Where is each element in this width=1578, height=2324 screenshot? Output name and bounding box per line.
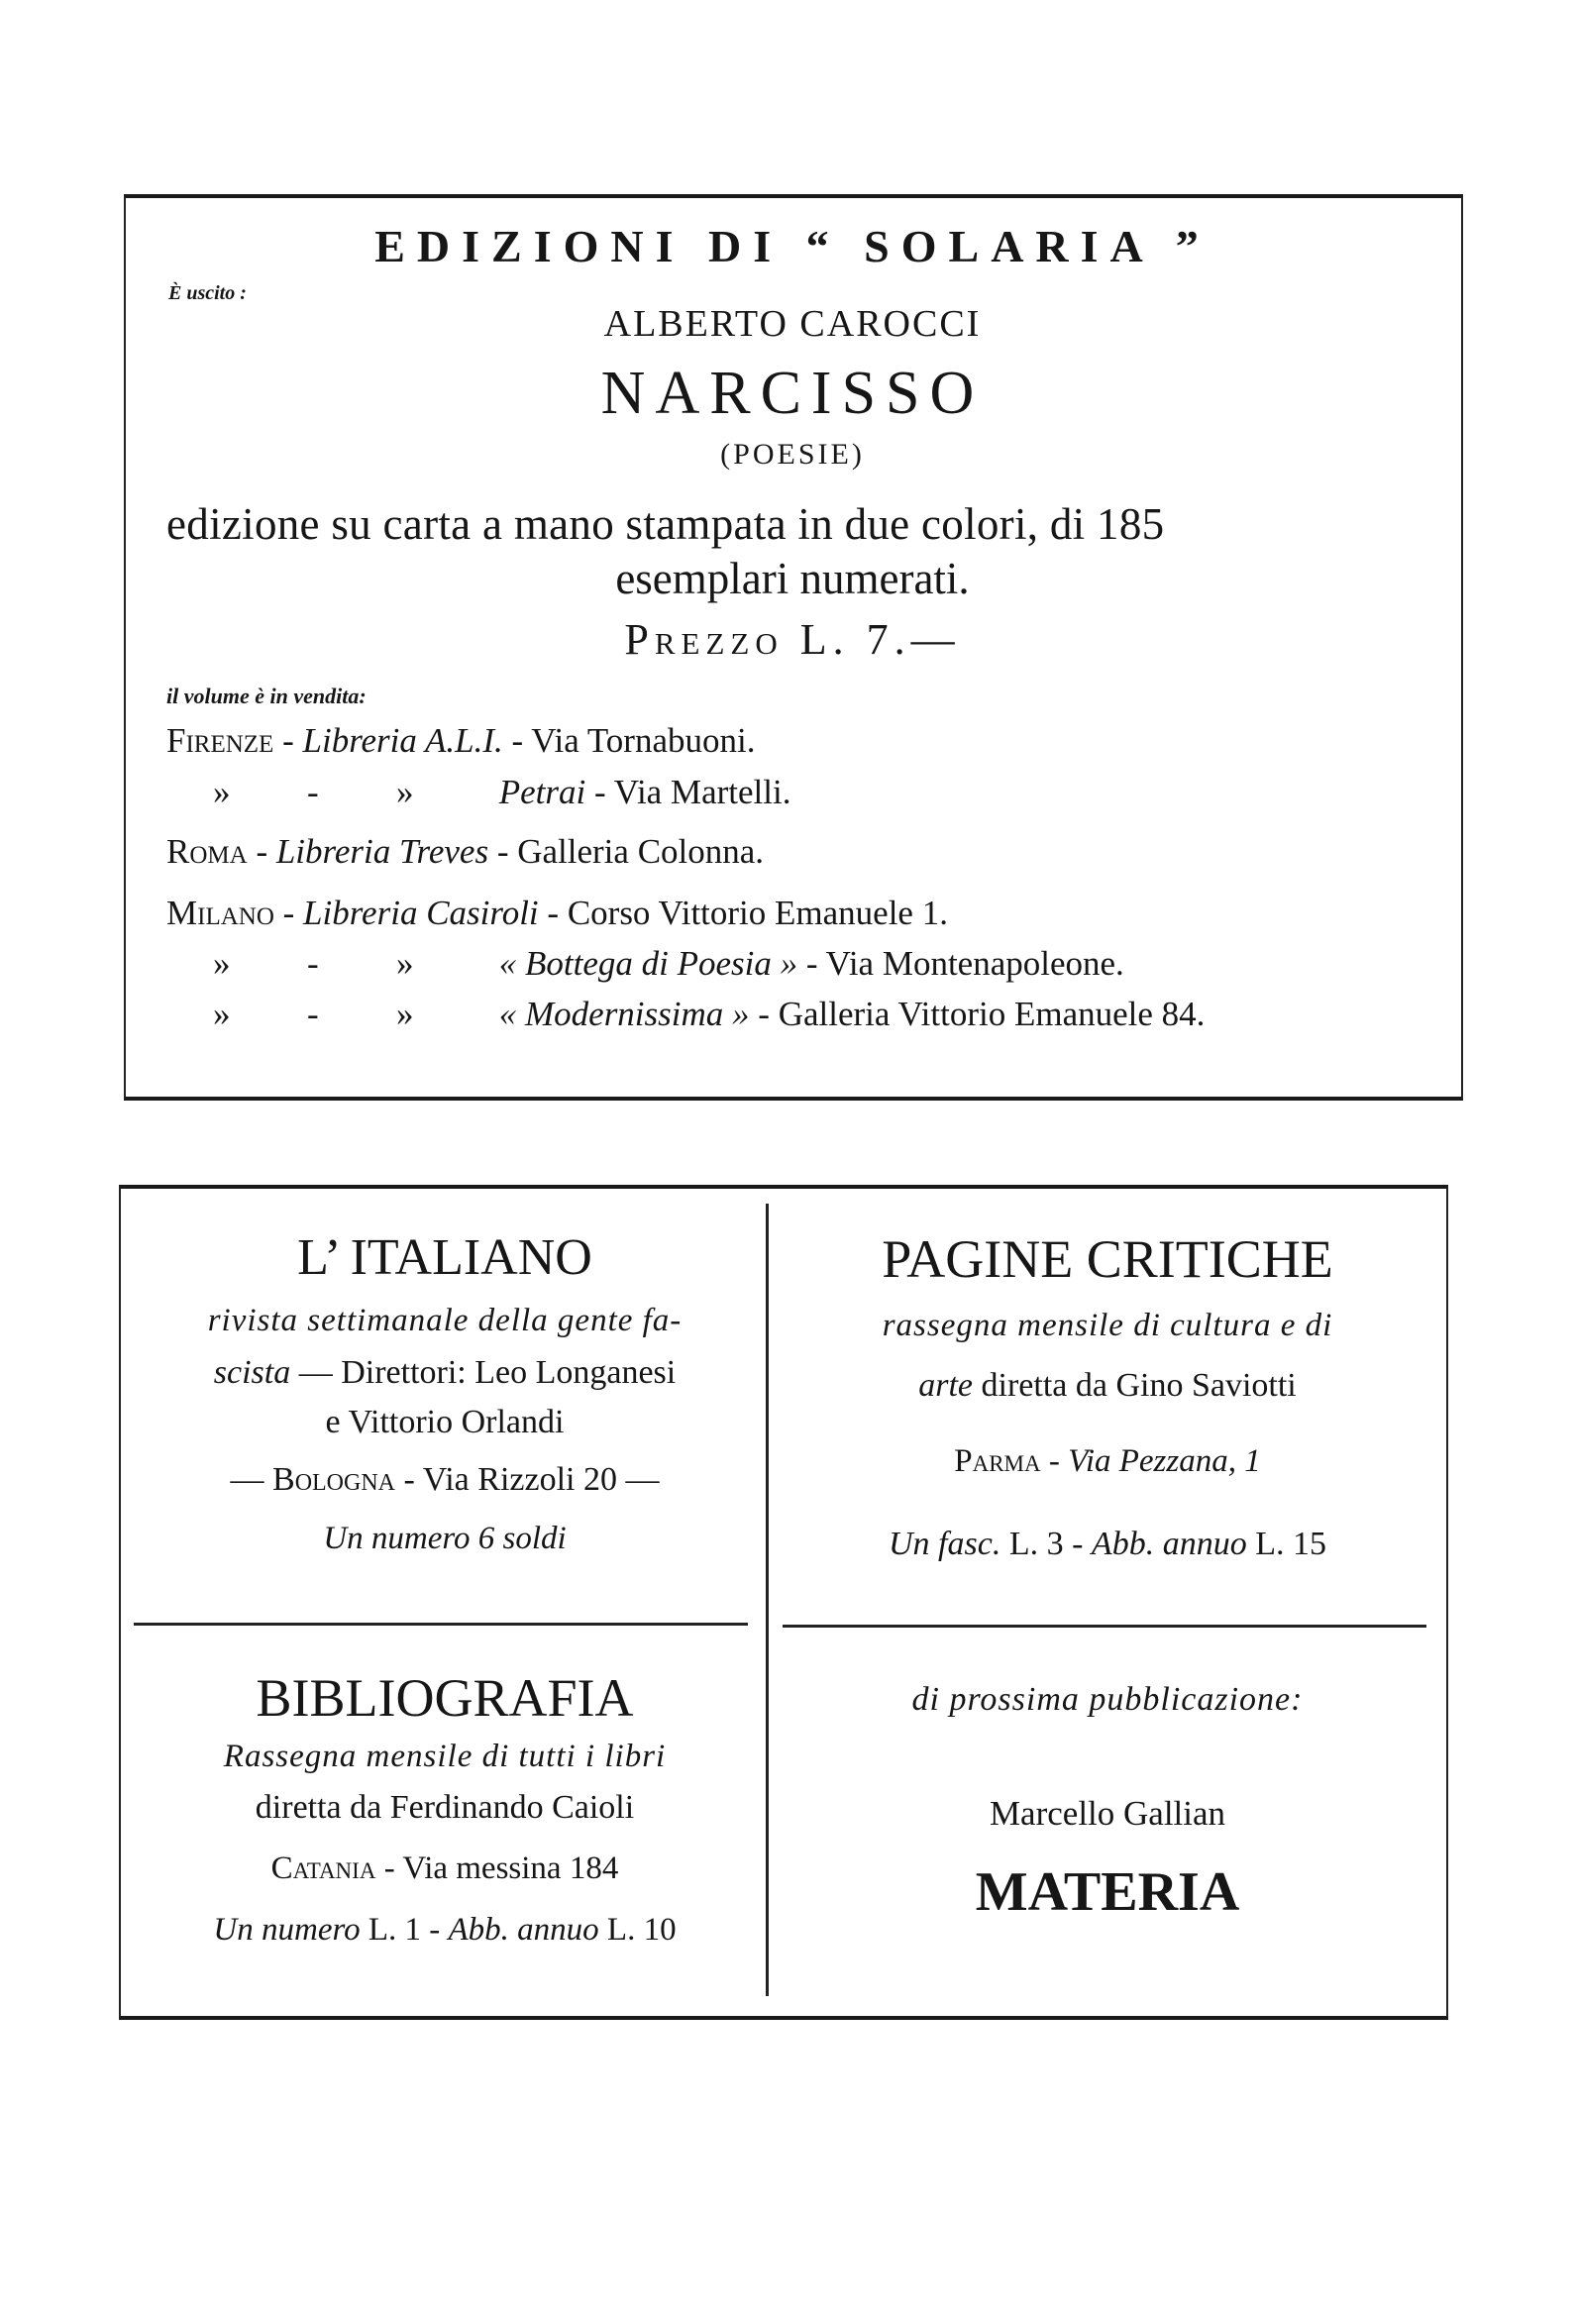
separator: - — [511, 721, 524, 760]
uscito-label: È uscito : — [168, 282, 247, 304]
separator: - — [282, 894, 295, 932]
ditto-mark: » — [396, 995, 414, 1033]
price-value: L. 10 — [598, 1912, 677, 1948]
ditto-mark: » — [213, 773, 231, 811]
bibliografia-line1: Rassegna mensile di tutti i libri — [223, 1739, 667, 1774]
italiano-line2-text: — Direttori: Leo Longanesi — [290, 1354, 677, 1391]
price-label: Abb. annuo — [448, 1912, 599, 1948]
row-divider-right — [783, 1625, 1426, 1628]
price-label: Un numero — [213, 1912, 361, 1948]
seller-city: Milano — [166, 894, 274, 932]
pagine-line1: rassegna mensile di cultura e di — [882, 1308, 1333, 1343]
pagine-line2-italic: arte — [918, 1367, 974, 1404]
seller-shop: Libreria Casiroli — [303, 894, 539, 932]
separator: - — [593, 773, 606, 811]
vendita-label: il volume è in vendita: — [166, 684, 367, 708]
seller-row — [213, 773, 790, 812]
seller-row — [166, 832, 764, 872]
italiano-address — [124, 1461, 766, 1499]
separator: - — [805, 944, 818, 983]
solaria-header: EDIZIONI DI “ SOLARIA ” — [374, 221, 1210, 271]
prossima-title: MATERIA — [975, 1861, 1240, 1923]
description-line1: edizione su carta a mano stampata in due colori, di 185 — [166, 499, 1165, 549]
seller-address: Via Martelli. — [613, 773, 791, 811]
description-line2: esemplari numerati. — [615, 554, 970, 603]
ditto-mark: » — [396, 944, 414, 983]
seller-row — [213, 944, 1124, 984]
italiano-line2-italic: scista — [213, 1354, 291, 1391]
book-subtitle: (POESIE) — [720, 438, 865, 471]
price-value: L. 15 — [1246, 1526, 1326, 1562]
price: Prezzo L. 7.— — [624, 615, 961, 664]
ditto-mark: » — [213, 944, 231, 983]
seller-shop: Libreria Treves — [275, 832, 489, 871]
pagine-street: - Via Pezzana, 1 — [1040, 1443, 1261, 1479]
pagine-line2 — [771, 1367, 1444, 1405]
italiano-title: L’ ITALIANO — [297, 1229, 592, 1286]
seller-shop: Petrai — [498, 773, 586, 811]
separator: - — [547, 894, 560, 932]
bibliografia-street: - Via messina 184 — [375, 1850, 619, 1886]
author: ALBERTO CAROCCI — [603, 303, 982, 345]
italiano-line1: rivista settimanale della gente fa- — [207, 1303, 683, 1338]
separator: - — [307, 944, 319, 983]
separator: - — [496, 832, 509, 871]
seller-address: Via Montenapoleone. — [825, 944, 1124, 983]
separator: - — [307, 995, 319, 1033]
italiano-line3: e Vittorio Orlandi — [325, 1404, 565, 1440]
bibliografia-city: Catania — [270, 1850, 376, 1886]
price-value: L. 1 - — [360, 1912, 449, 1948]
price-label: Abb. annuo — [1091, 1526, 1247, 1562]
ditto-mark: » — [396, 773, 414, 811]
separator: - — [758, 995, 770, 1033]
separator: - — [282, 721, 294, 760]
bibliografia-title: BIBLIOGRAFIA — [256, 1668, 634, 1728]
seller-city: Firenze — [166, 721, 274, 760]
seller-shop: « Bottega di Poesia » — [498, 944, 798, 983]
bibliografia-address — [124, 1850, 766, 1887]
seller-address: Galleria Colonna. — [517, 832, 765, 871]
bibliografia-line2: diretta da Ferdinando Caioli — [255, 1789, 635, 1826]
seller-city: Roma — [166, 832, 248, 871]
ditto-mark: » — [213, 995, 231, 1033]
italiano-price: Un numero 6 soldi — [323, 1521, 567, 1556]
price-label: Un fasc. — [889, 1526, 1001, 1562]
separator: - — [256, 832, 268, 871]
pagine-price — [771, 1526, 1444, 1563]
italiano-street: - Via Rizzoli 20 — — [395, 1461, 660, 1498]
italiano-line2 — [124, 1354, 766, 1392]
column-divider — [766, 1204, 769, 1996]
separator: - — [307, 773, 319, 811]
seller-address: Corso Vittorio Emanuele 1. — [567, 894, 948, 932]
seller-address: Galleria Vittorio Emanuele 84. — [778, 995, 1206, 1033]
pagine-city: Parma — [954, 1443, 1041, 1479]
pagine-line2-text: diretta da Gino Saviotti — [973, 1367, 1297, 1404]
seller-row — [166, 894, 948, 933]
pagine-address — [771, 1443, 1444, 1480]
seller-shop: Libreria A.L.I. — [302, 721, 503, 760]
seller-address: Via Tornabuoni. — [531, 721, 756, 760]
book-title: NARCISSO — [600, 360, 985, 427]
row-divider-left — [134, 1623, 748, 1626]
seller-row — [166, 721, 755, 761]
prossima-author: Marcello Gallian — [989, 1794, 1226, 1833]
price-value: L. 3 - — [1000, 1526, 1092, 1562]
seller-row — [213, 995, 1205, 1034]
seller-shop: « Modernissima » — [498, 995, 750, 1033]
bibliografia-price — [124, 1912, 766, 1949]
pagine-title: PAGINE CRITICHE — [882, 1229, 1333, 1289]
italiano-city: — Bologna — [230, 1461, 396, 1498]
prossima-label: di prossima pubblicazione: — [911, 1681, 1304, 1718]
